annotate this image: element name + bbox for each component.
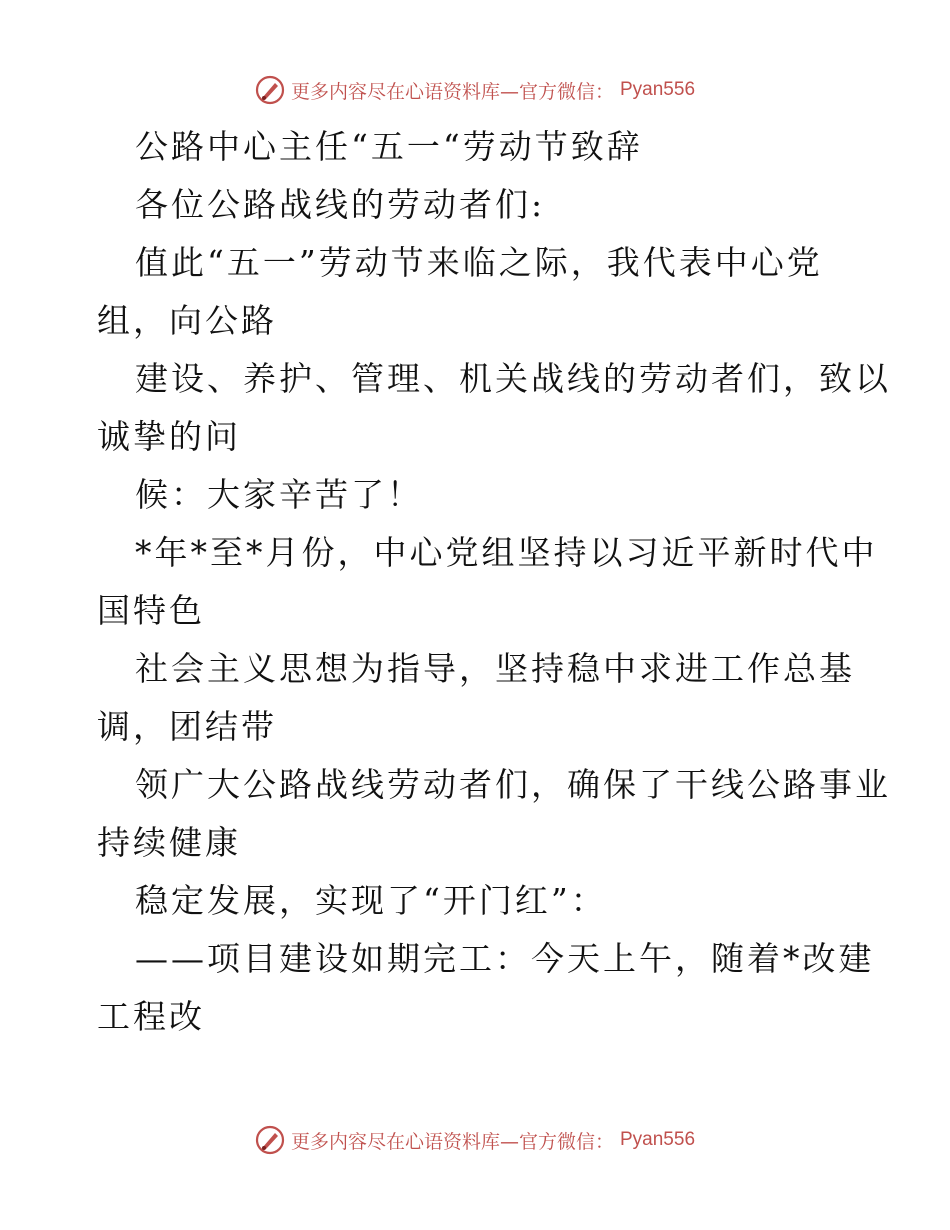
doc-line-2: 各位公路战线的劳动者们: [135, 185, 546, 224]
doc-line-5: 建设、养护、管理、机关战线的劳动者们，致以 [135, 359, 891, 398]
doc-line-7: 候：大家辛苦了！ [135, 475, 423, 514]
document-body [97, 118, 891, 1046]
doc-line-16: 工程改 [97, 997, 205, 1036]
doc-line-3: 值此“五一”劳动节来临之际，我代表中心党 [135, 243, 823, 282]
watermark-handle: Pyan556 [620, 1129, 696, 1150]
doc-line-11: 调，团结带 [97, 707, 277, 746]
pen-logo-icon [255, 1125, 285, 1155]
doc-line-12: 领广大公路战线劳动者们，确保了干线公路事业 [135, 765, 891, 804]
watermark-handle: Pyan556 [620, 79, 696, 100]
doc-line-8: *年*至*月份，中心党组坚持以习近平新时代中 [135, 533, 878, 572]
doc-line-13: 持续健康 [97, 823, 241, 862]
doc-line-4: 组，向公路 [97, 301, 277, 340]
watermark-text: 更多内容尽在心语资料库—官方微信： [290, 80, 614, 103]
doc-line-14: 稳定发展，实现了“开门红”： [135, 881, 607, 920]
pen-logo-icon [255, 75, 285, 105]
doc-line-1: 公路中心主任“五一“劳动节致辞 [135, 127, 643, 166]
doc-line-10: 社会主义思想为指导，坚持稳中求进工作总基 [135, 649, 855, 688]
header-watermark [0, 70, 950, 110]
watermark-text: 更多内容尽在心语资料库—官方微信： [290, 1130, 614, 1153]
doc-line-9: 国特色 [97, 591, 205, 630]
footer-watermark [0, 1120, 950, 1160]
doc-line-6: 诚挚的问 [97, 417, 241, 456]
doc-line-15: ——项目建设如期完工：今天上午，随着*改建 [135, 939, 875, 978]
